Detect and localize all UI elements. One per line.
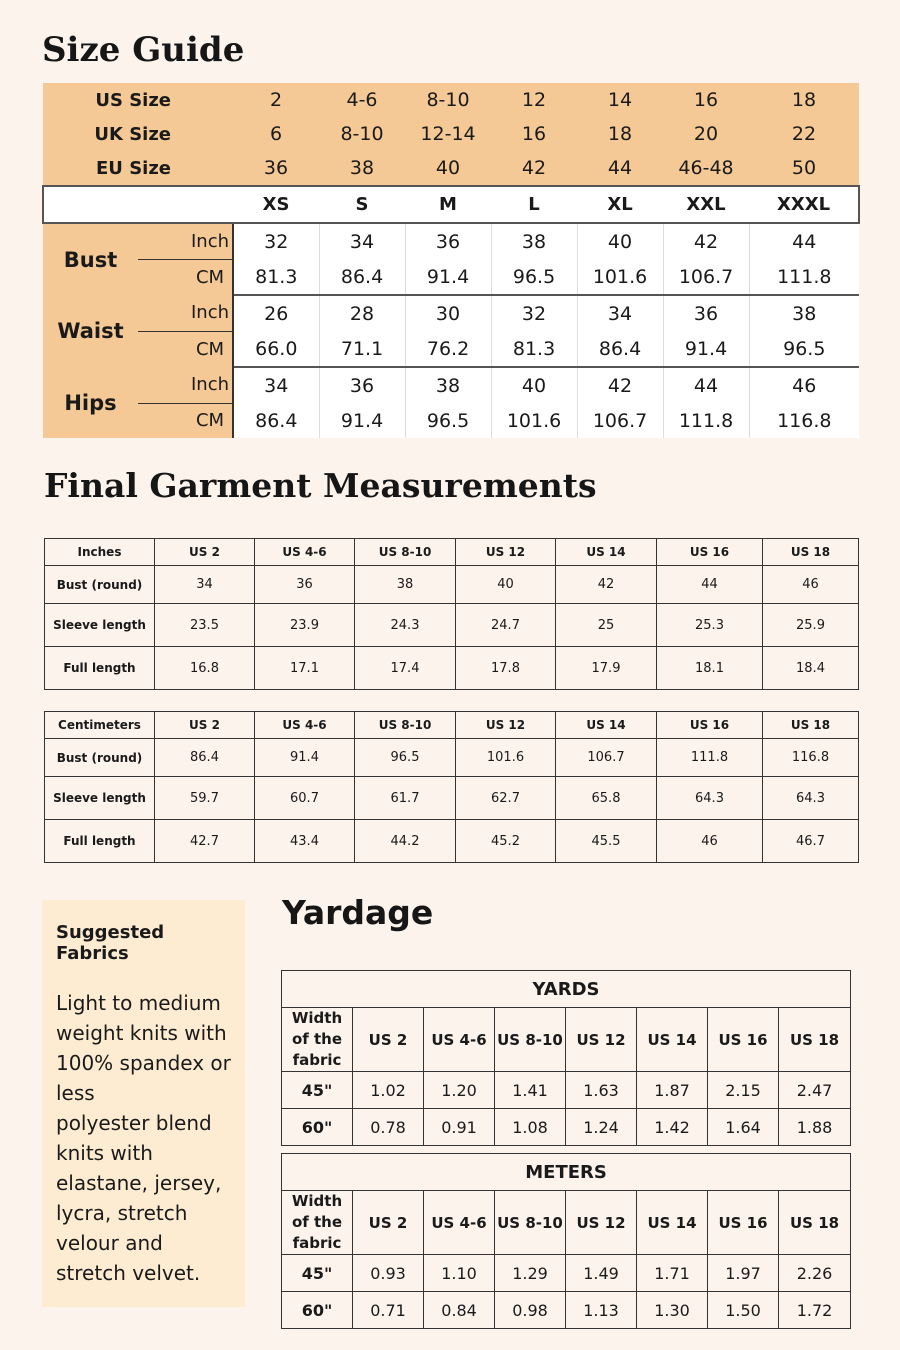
- table-cell: 17.1: [255, 647, 355, 690]
- column-header: US 8-10: [495, 1008, 566, 1072]
- measurement-value: 86.4: [577, 331, 663, 367]
- table-cell: 1.02: [353, 1072, 424, 1109]
- table-cell: 40: [456, 566, 556, 604]
- size-guide-title: Size Guide: [42, 30, 245, 70]
- measurement-value: 96.5: [749, 331, 859, 367]
- column-header: US 12: [456, 712, 556, 739]
- table-cell: 1.64: [708, 1109, 779, 1146]
- table-cell: 1.72: [779, 1292, 851, 1329]
- table-cell: 43.4: [255, 820, 355, 863]
- conversion-row: [43, 117, 859, 151]
- conversion-label: US Size: [43, 83, 233, 117]
- measurement-cm-row: [43, 331, 859, 367]
- letter-size: L: [491, 186, 577, 223]
- column-header: US 14: [637, 1191, 708, 1255]
- suggested-fabrics-box: [42, 900, 245, 1307]
- table-row: [282, 1109, 851, 1146]
- column-header: US 2: [353, 1008, 424, 1072]
- conversion-value: 8-10: [319, 117, 405, 151]
- unit-label: CM: [138, 331, 233, 367]
- unit-label: Inch: [138, 295, 233, 331]
- column-header: US 12: [456, 539, 556, 566]
- table-cell: 45.2: [456, 820, 556, 863]
- table-cell: 86.4: [155, 739, 255, 777]
- row-label: 60": [282, 1292, 353, 1329]
- measurement-name: Bust: [43, 223, 138, 295]
- column-header: US 12: [566, 1191, 637, 1255]
- table-cell: 1.29: [495, 1255, 566, 1292]
- column-header: US 18: [763, 712, 859, 739]
- table-cell: 0.71: [353, 1292, 424, 1329]
- conversion-value: 8-10: [405, 83, 491, 117]
- conversion-value: 40: [405, 151, 491, 186]
- table-cell: 91.4: [255, 739, 355, 777]
- measurement-value: 36: [405, 223, 491, 259]
- table-cell: 64.3: [763, 777, 859, 820]
- conversion-value: 22: [749, 117, 859, 151]
- conversion-row: [43, 83, 859, 117]
- yardage-title: Yardage: [282, 893, 434, 932]
- column-header: US 16: [708, 1008, 779, 1072]
- column-header: US 2: [155, 712, 255, 739]
- table-row: [282, 1072, 851, 1109]
- table-caption: METERS: [282, 1154, 851, 1191]
- column-header: US 18: [763, 539, 859, 566]
- measurement-value: 34: [319, 223, 405, 259]
- conversion-value: 4-6: [319, 83, 405, 117]
- table-cell: 106.7: [556, 739, 657, 777]
- table-cell: 1.50: [708, 1292, 779, 1329]
- measurement-value: 86.4: [233, 403, 319, 438]
- measurement-value: 106.7: [577, 403, 663, 438]
- column-header: US 8-10: [355, 712, 456, 739]
- measurement-value: 81.3: [491, 331, 577, 367]
- measurement-value: 42: [663, 223, 749, 259]
- table-cell: 60.7: [255, 777, 355, 820]
- column-header: US 4-6: [255, 712, 355, 739]
- conversion-value: 38: [319, 151, 405, 186]
- table-cell: 46: [657, 820, 763, 863]
- column-header: US 12: [566, 1008, 637, 1072]
- table-cell: 16.8: [155, 647, 255, 690]
- measurement-value: 36: [319, 367, 405, 403]
- table-cell: 42: [556, 566, 657, 604]
- row-label: Bust (round): [45, 739, 155, 777]
- column-header: US 16: [657, 539, 763, 566]
- measurement-cm-row: [43, 403, 859, 438]
- conversion-label: UK Size: [43, 117, 233, 151]
- fabrics-text: Light to medium weight knits with 100% spandex or less polyester blend knits with elastane, jersey, lycra, stretch velour and stretch velvet.: [56, 991, 231, 1285]
- unit-label: Inch: [138, 223, 233, 259]
- measurement-value: 91.4: [405, 259, 491, 295]
- letter-size-row: [43, 186, 859, 223]
- column-header: US 18: [779, 1191, 851, 1255]
- table-cell: 18.4: [763, 647, 859, 690]
- measurement-inch-row: [43, 223, 859, 259]
- table-cell: 101.6: [456, 739, 556, 777]
- measurement-value: 96.5: [405, 403, 491, 438]
- table-cell: 2.26: [779, 1255, 851, 1292]
- letter-size: XXL: [663, 186, 749, 223]
- table-cell: 62.7: [456, 777, 556, 820]
- measurement-value: 38: [749, 295, 859, 331]
- garment-inches-table: [44, 538, 859, 690]
- yardage-meters-table: [281, 1153, 851, 1329]
- measurement-name: Waist: [43, 295, 138, 367]
- corner-label: Width of the fabric: [282, 1191, 353, 1255]
- conversion-row: [43, 151, 859, 186]
- row-label: Full length: [45, 647, 155, 690]
- conversion-value: 20: [663, 117, 749, 151]
- caption-row: [282, 971, 851, 1008]
- table-cell: 0.93: [353, 1255, 424, 1292]
- measurement-value: 91.4: [319, 403, 405, 438]
- size-guide-table: [42, 83, 860, 438]
- measurement-value: 44: [749, 223, 859, 259]
- table-cell: 1.30: [637, 1292, 708, 1329]
- measurement-value: 116.8: [749, 403, 859, 438]
- table-cell: 0.84: [424, 1292, 495, 1329]
- measurement-value: 36: [663, 295, 749, 331]
- conversion-value: 6: [233, 117, 319, 151]
- table-cell: 2.15: [708, 1072, 779, 1109]
- table-cell: 18.1: [657, 647, 763, 690]
- header-row: [282, 1008, 851, 1072]
- measurement-value: 38: [405, 367, 491, 403]
- table-row: [282, 1292, 851, 1329]
- column-header: US 18: [779, 1008, 851, 1072]
- caption-row: [282, 1154, 851, 1191]
- measurement-value: 106.7: [663, 259, 749, 295]
- table-cell: 44.2: [355, 820, 456, 863]
- fabrics-heading: Suggested Fabrics: [56, 922, 165, 964]
- measurement-inch-row: [43, 295, 859, 331]
- table-cell: 0.78: [353, 1109, 424, 1146]
- row-label: 60": [282, 1109, 353, 1146]
- measurement-value: 30: [405, 295, 491, 331]
- table-cell: 24.3: [355, 604, 456, 647]
- measurement-inch-row: [43, 367, 859, 403]
- conversion-value: 36: [233, 151, 319, 186]
- column-header: US 16: [708, 1191, 779, 1255]
- measurement-value: 40: [491, 367, 577, 403]
- measurement-value: 32: [491, 295, 577, 331]
- table-cell: 1.13: [566, 1292, 637, 1329]
- row-label: Full length: [45, 820, 155, 863]
- table-row: [45, 820, 859, 863]
- table-cell: 1.24: [566, 1109, 637, 1146]
- conversion-value: 12-14: [405, 117, 491, 151]
- letter-size: M: [405, 186, 491, 223]
- measurement-value: 26: [233, 295, 319, 331]
- letter-size: S: [319, 186, 405, 223]
- table-cell: 1.42: [637, 1109, 708, 1146]
- conversion-value: 16: [491, 117, 577, 151]
- column-header: US 8-10: [355, 539, 456, 566]
- corner-label: Inches: [45, 539, 155, 566]
- measurement-value: 101.6: [491, 403, 577, 438]
- measurement-value: 38: [491, 223, 577, 259]
- table-cell: 1.10: [424, 1255, 495, 1292]
- measurement-value: 40: [577, 223, 663, 259]
- table-cell: 44: [657, 566, 763, 604]
- measurement-value: 111.8: [749, 259, 859, 295]
- conversion-value: 12: [491, 83, 577, 117]
- table-cell: 25.9: [763, 604, 859, 647]
- unit-label: Inch: [138, 367, 233, 403]
- conversion-value: 16: [663, 83, 749, 117]
- measurement-value: 46: [749, 367, 859, 403]
- measurement-value: 34: [233, 367, 319, 403]
- conversion-value: 42: [491, 151, 577, 186]
- measurement-cm-row: [43, 259, 859, 295]
- column-header: US 4-6: [255, 539, 355, 566]
- unit-label: CM: [138, 259, 233, 295]
- corner-label: Width of the fabric: [282, 1008, 353, 1072]
- measurement-value: 71.1: [319, 331, 405, 367]
- conversion-value: 50: [749, 151, 859, 186]
- conversion-value: 2: [233, 83, 319, 117]
- measurement-value: 101.6: [577, 259, 663, 295]
- measurement-name: Hips: [43, 367, 138, 438]
- measurement-value: 96.5: [491, 259, 577, 295]
- table-cell: 23.9: [255, 604, 355, 647]
- letter-size-blank: [43, 186, 233, 223]
- measurement-value: 66.0: [233, 331, 319, 367]
- measurement-value: 34: [577, 295, 663, 331]
- table-cell: 46.7: [763, 820, 859, 863]
- table-cell: 1.41: [495, 1072, 566, 1109]
- unit-label: CM: [138, 403, 233, 438]
- table-cell: 38: [355, 566, 456, 604]
- table-cell: 1.49: [566, 1255, 637, 1292]
- table-cell: 1.87: [637, 1072, 708, 1109]
- column-header: US 2: [353, 1191, 424, 1255]
- header-row: [45, 539, 859, 566]
- measurement-value: 86.4: [319, 259, 405, 295]
- header-row: [45, 712, 859, 739]
- table-cell: 36: [255, 566, 355, 604]
- table-cell: 17.8: [456, 647, 556, 690]
- table-cell: 17.9: [556, 647, 657, 690]
- table-row: [45, 777, 859, 820]
- table-cell: 1.20: [424, 1072, 495, 1109]
- table-cell: 34: [155, 566, 255, 604]
- measurement-value: 28: [319, 295, 405, 331]
- table-row: [282, 1255, 851, 1292]
- table-cell: 96.5: [355, 739, 456, 777]
- measurement-value: 81.3: [233, 259, 319, 295]
- conversion-value: 44: [577, 151, 663, 186]
- column-header: US 14: [556, 539, 657, 566]
- table-cell: 1.71: [637, 1255, 708, 1292]
- letter-size: XL: [577, 186, 663, 223]
- measurement-value: 91.4: [663, 331, 749, 367]
- yardage-yards-table: [281, 970, 851, 1146]
- row-label: Sleeve length: [45, 777, 155, 820]
- table-cell: 2.47: [779, 1072, 851, 1109]
- table-cell: 64.3: [657, 777, 763, 820]
- row-label: 45": [282, 1072, 353, 1109]
- table-cell: 24.7: [456, 604, 556, 647]
- measurement-value: 32: [233, 223, 319, 259]
- table-cell: 111.8: [657, 739, 763, 777]
- table-cell: 61.7: [355, 777, 456, 820]
- table-row: [45, 739, 859, 777]
- table-cell: 25: [556, 604, 657, 647]
- conversion-value: 18: [749, 83, 859, 117]
- table-cell: 116.8: [763, 739, 859, 777]
- table-cell: 65.8: [556, 777, 657, 820]
- table-cell: 45.5: [556, 820, 657, 863]
- table-caption: YARDS: [282, 971, 851, 1008]
- garment-title: Final Garment Measurements: [44, 466, 597, 505]
- table-cell: 1.97: [708, 1255, 779, 1292]
- measurement-value: 76.2: [405, 331, 491, 367]
- measurement-value: 111.8: [663, 403, 749, 438]
- table-cell: 0.98: [495, 1292, 566, 1329]
- conversion-label: EU Size: [43, 151, 233, 186]
- table-row: [45, 647, 859, 690]
- table-row: [45, 566, 859, 604]
- table-cell: 25.3: [657, 604, 763, 647]
- header-row: [282, 1191, 851, 1255]
- table-cell: 1.08: [495, 1109, 566, 1146]
- table-cell: 46: [763, 566, 859, 604]
- conversion-value: 18: [577, 117, 663, 151]
- column-header: US 8-10: [495, 1191, 566, 1255]
- letter-size: XXXL: [749, 186, 859, 223]
- letter-size: XS: [233, 186, 319, 223]
- column-header: US 16: [657, 712, 763, 739]
- conversion-value: 14: [577, 83, 663, 117]
- column-header: US 4-6: [424, 1008, 495, 1072]
- table-cell: 59.7: [155, 777, 255, 820]
- table-row: [45, 604, 859, 647]
- table-cell: 42.7: [155, 820, 255, 863]
- row-label: Sleeve length: [45, 604, 155, 647]
- column-header: US 4-6: [424, 1191, 495, 1255]
- column-header: US 14: [637, 1008, 708, 1072]
- measurement-value: 44: [663, 367, 749, 403]
- row-label: 45": [282, 1255, 353, 1292]
- table-cell: 23.5: [155, 604, 255, 647]
- conversion-value: 46-48: [663, 151, 749, 186]
- table-cell: 1.63: [566, 1072, 637, 1109]
- measurement-value: 42: [577, 367, 663, 403]
- table-cell: 1.88: [779, 1109, 851, 1146]
- column-header: US 14: [556, 712, 657, 739]
- garment-cm-table: [44, 711, 859, 863]
- corner-label: Centimeters: [45, 712, 155, 739]
- table-cell: 17.4: [355, 647, 456, 690]
- table-cell: 0.91: [424, 1109, 495, 1146]
- row-label: Bust (round): [45, 566, 155, 604]
- column-header: US 2: [155, 539, 255, 566]
